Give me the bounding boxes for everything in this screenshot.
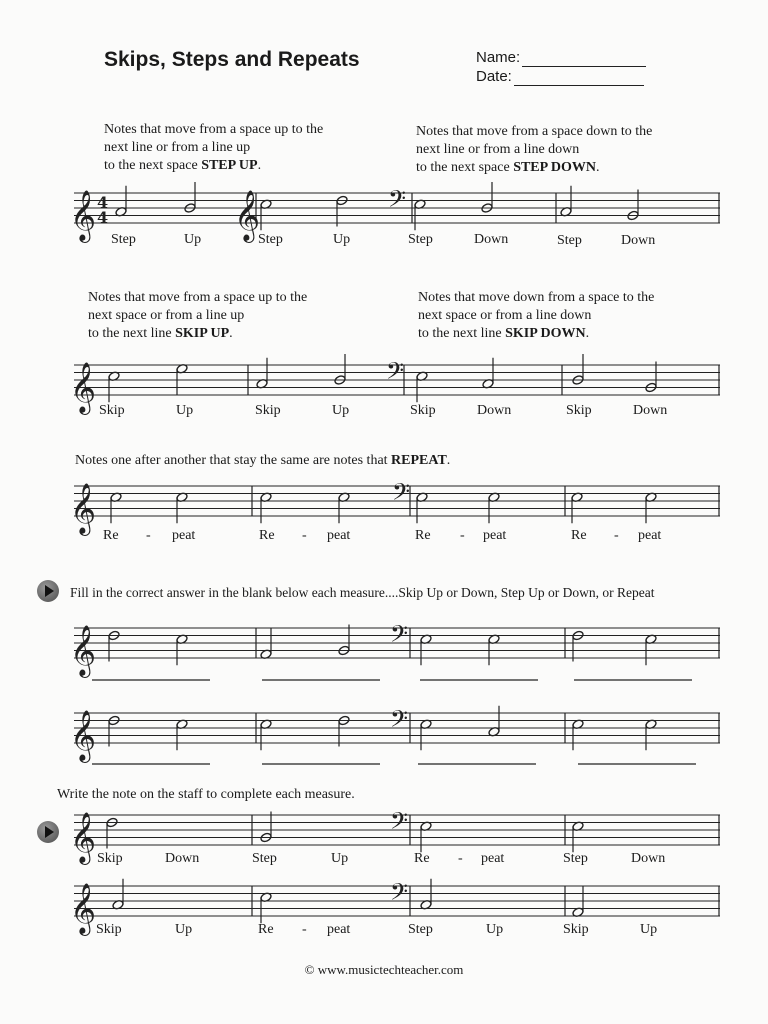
half-note xyxy=(645,492,657,523)
note-label: Up xyxy=(333,232,351,247)
half-note xyxy=(645,362,657,393)
note-label: Skip xyxy=(410,403,436,418)
worksheet-title: Skips, Steps and Repeats xyxy=(104,48,360,71)
note-label: peat xyxy=(481,851,505,866)
half-note xyxy=(420,821,432,852)
note-label: Up xyxy=(331,851,349,866)
note-label: Down xyxy=(165,851,200,866)
note-label: - xyxy=(302,528,307,543)
treble-clef-icon: 𝄞 xyxy=(70,362,97,413)
note-label: Skip xyxy=(97,851,123,866)
note-label: Re xyxy=(258,922,274,937)
half-note xyxy=(176,492,188,523)
note-label: Re xyxy=(415,528,431,543)
repeat-instruction: Notes one after another that stay the same are notes that REPEAT. xyxy=(75,453,451,468)
skip-down-instruction: Notes that move down from a space to the next space or from a line down to the next line SKIP DOWN. xyxy=(418,290,655,341)
half-note xyxy=(338,492,350,523)
note-label: - xyxy=(460,528,465,543)
half-note xyxy=(108,371,120,402)
note-label: Up xyxy=(486,922,504,937)
half-note xyxy=(572,886,584,917)
half-note xyxy=(482,358,494,389)
note-label: Re xyxy=(571,528,587,543)
note-label: peat xyxy=(638,528,662,543)
time-signature: 4 xyxy=(97,208,109,227)
note-label: Down xyxy=(631,851,666,866)
note-label: Skip xyxy=(566,403,592,418)
note-label: Step xyxy=(258,232,283,247)
note-label: Up xyxy=(184,232,202,247)
half-note xyxy=(572,719,584,750)
half-note xyxy=(260,492,272,523)
half-note xyxy=(416,492,428,523)
bass-clef-icon: 𝄢 xyxy=(390,878,409,911)
note-label: - xyxy=(146,528,151,543)
note-label: Up xyxy=(175,922,193,937)
treble-clef-icon: 𝄞 xyxy=(70,625,97,676)
half-note xyxy=(571,492,583,523)
half-note xyxy=(260,628,272,659)
note-label: Step xyxy=(111,232,136,247)
half-note xyxy=(108,715,120,746)
half-note xyxy=(627,190,639,221)
half-note xyxy=(488,492,500,523)
note-label: peat xyxy=(172,528,196,543)
treble-clef-icon: 𝄞 xyxy=(70,483,97,534)
step-up-instruction: Notes that move from a space up to the next line or from a line up to the next space STEP UP. xyxy=(104,122,324,173)
note-label: Up xyxy=(332,403,350,418)
bass-clef-icon: 𝄢 xyxy=(392,478,411,511)
half-note xyxy=(488,706,500,737)
note-label: - xyxy=(458,851,463,866)
skip-up-instruction: Notes that move from a space up to the next space or from a line up to the next line SKIP UP. xyxy=(88,290,308,341)
note-label: peat xyxy=(483,528,507,543)
treble-clef-icon: 𝄞 xyxy=(70,812,97,863)
bass-clef-icon: 𝄢 xyxy=(390,807,409,840)
note-label: Down xyxy=(474,232,509,247)
half-note xyxy=(260,199,272,230)
treble-clef-icon: 𝄞 xyxy=(70,190,97,241)
bass-clef-icon: 𝄢 xyxy=(388,185,407,218)
treble-clef-icon: 𝄞 xyxy=(70,883,97,934)
note-label: Skip xyxy=(99,403,125,418)
half-note xyxy=(176,363,188,394)
note-label: Skip xyxy=(255,403,281,418)
bass-clef-icon: 𝄢 xyxy=(390,705,409,738)
treble-clef-icon: 𝄞 xyxy=(70,710,97,761)
note-label: Skip xyxy=(96,922,122,937)
half-note xyxy=(416,371,428,402)
bass-clef-icon: 𝄢 xyxy=(390,620,409,653)
half-note xyxy=(112,879,124,910)
note-label: peat xyxy=(327,922,351,937)
note-label: Re xyxy=(103,528,119,543)
step-down-instruction: Notes that move from a space down to the next line or from a line down to the next space STEP DOWN. xyxy=(416,124,653,175)
half-note xyxy=(481,182,493,213)
half-note xyxy=(572,821,584,852)
half-note xyxy=(572,630,584,661)
half-note xyxy=(334,354,346,385)
fill-in-instruction: Fill in the correct answer in the blank below each measure....Skip Up or Down, Step Up or Down, or Repeat xyxy=(70,585,655,600)
note-label: Step xyxy=(563,851,588,866)
treble-clef-icon: 𝄞 xyxy=(234,190,261,241)
half-note xyxy=(176,634,188,665)
half-note xyxy=(336,195,348,226)
write-note-instruction: Write the note on the staff to complete each measure. xyxy=(57,787,355,802)
half-note xyxy=(184,182,196,213)
note-label: Re xyxy=(259,528,275,543)
half-note xyxy=(176,719,188,750)
bass-clef-icon: 𝄢 xyxy=(386,357,405,390)
half-note xyxy=(488,634,500,665)
half-note xyxy=(338,625,350,656)
note-label: - xyxy=(302,922,307,937)
note-label: Up xyxy=(640,922,658,937)
half-note xyxy=(260,892,272,923)
time-signature: 4 xyxy=(97,193,109,212)
half-note xyxy=(260,812,272,843)
half-note xyxy=(106,817,118,848)
note-label: Step xyxy=(408,922,433,937)
half-note xyxy=(110,492,122,523)
note-label: Skip xyxy=(563,922,589,937)
half-note xyxy=(115,186,127,217)
note-label: Step xyxy=(557,233,582,248)
note-label: Re xyxy=(414,851,430,866)
half-note xyxy=(420,879,432,910)
note-label: Down xyxy=(633,403,668,418)
half-note xyxy=(108,630,120,661)
half-note xyxy=(645,634,657,665)
half-note xyxy=(260,719,272,750)
note-label: peat xyxy=(327,528,351,543)
note-label: Step xyxy=(252,851,277,866)
note-label: Step xyxy=(408,232,433,247)
note-label: Up xyxy=(176,403,194,418)
half-note xyxy=(420,719,432,750)
half-note xyxy=(420,634,432,665)
note-label: - xyxy=(614,528,619,543)
note-label: Down xyxy=(477,403,512,418)
date-label: Date: xyxy=(476,68,512,85)
copyright-footer: © www.musictechteacher.com xyxy=(304,962,464,977)
half-note xyxy=(560,186,572,217)
half-note xyxy=(645,719,657,750)
half-note xyxy=(256,358,268,389)
name-label: Name: xyxy=(476,49,521,66)
half-note xyxy=(414,199,426,230)
note-label: Down xyxy=(621,233,656,248)
half-note xyxy=(572,354,584,385)
half-note xyxy=(338,715,350,746)
